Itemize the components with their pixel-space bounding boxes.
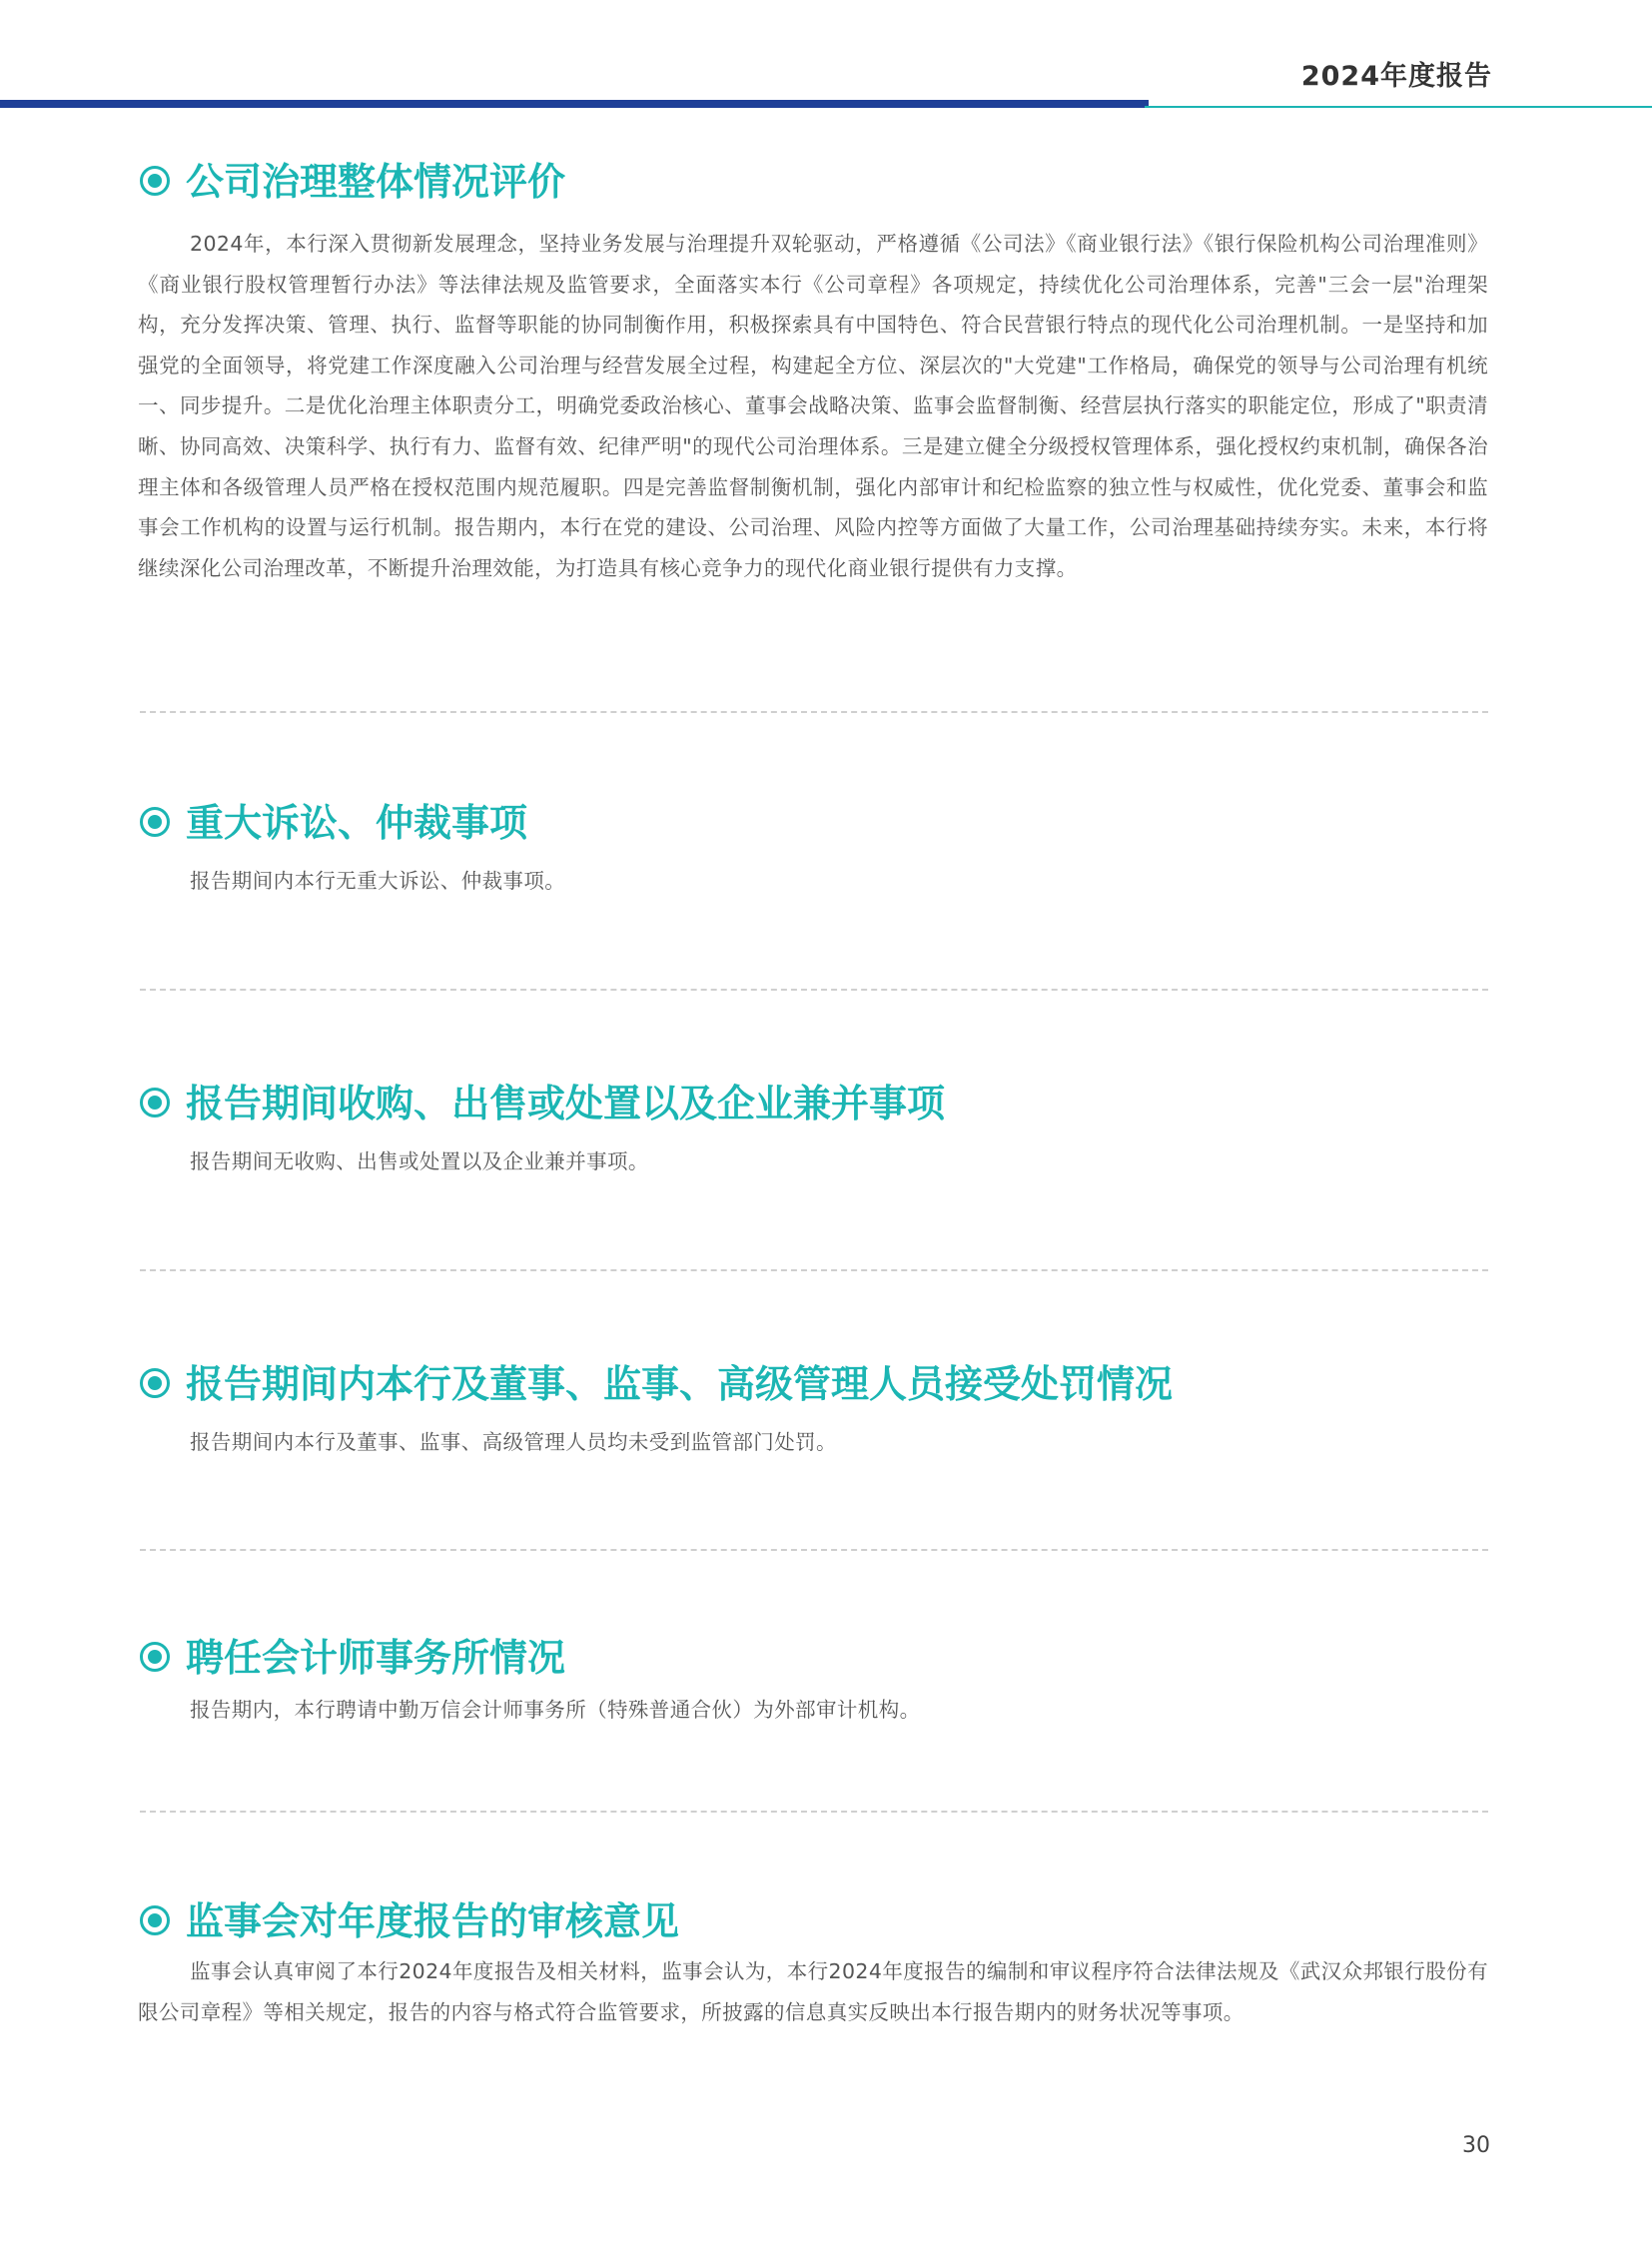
section-title: 重大诉讼、仲裁事项 — [186, 801, 528, 845]
dashed-divider — [140, 1811, 1488, 1813]
section-body: 报告期间无收购、出售或处置以及企业兼并事项。 — [190, 1149, 649, 1173]
section-litigation — [138, 795, 1488, 901]
section-heading — [138, 1630, 1488, 1686]
section-body: 监事会认真审阅了本行2024年度报告及相关材料，监事会认为，本行2024年度报告的编制和审议程序符合法律法规及《武汉众邦银行股份有限公司章程》等相关规定，报告的内容与格式符合监管要求，所披露的信息真实反映出本行报告期内的财务状况等事项。 — [138, 1959, 1488, 2024]
page-number: 30 — [1462, 2133, 1490, 2158]
section-title: 报告期间内本行及董事、监事、高级管理人员接受处罚情况 — [186, 1362, 1174, 1406]
dashed-divider — [140, 711, 1488, 713]
section-auditor — [138, 1630, 1488, 1730]
bullet-circle-icon — [140, 1642, 170, 1672]
section-body: 报告期内，本行聘请中勤万信会计师事务所（特殊普通合伙）为外部审计机构。 — [190, 1698, 921, 1722]
section-heading — [138, 1076, 1488, 1131]
section-body: 报告期间内本行无重大诉讼、仲裁事项。 — [190, 869, 566, 893]
section-title: 监事会对年度报告的审核意见 — [186, 1899, 680, 1943]
bullet-circle-icon — [140, 1905, 170, 1935]
section-heading — [138, 795, 1488, 851]
header-bar — [0, 100, 1652, 108]
bullet-circle-icon — [140, 166, 170, 196]
section-acquisitions — [138, 1076, 1488, 1181]
section-penalties — [138, 1356, 1488, 1462]
section-heading — [138, 1893, 1488, 1949]
report-title: 2024年度报告 — [1300, 61, 1492, 92]
section-governance-evaluation — [138, 154, 1488, 588]
section-heading — [138, 1356, 1488, 1412]
section-title: 公司治理整体情况评价 — [186, 160, 566, 204]
header-bar-blue — [0, 100, 1149, 108]
section-body: 2024年，本行深入贯彻新发展理念，坚持业务发展与治理提升双轮驱动，严格遵循《公司法》《商业银行法》《银行保险机构公司治理准则》《商业银行股权管理暂行办法》等法律法规及监管要求，全面落实本行《公司章程》各项规定，持续优化公司治理体系，完善"三会一层"治理架构，充分发挥决策、管理、执行、监督等职能的协同制衡作用，积极探索具有中国特色、符合民营银行特点的现代化公司治理机制。一是坚持和加强党的全面领导，将党建工作深度融入公司治理与经营发展全过程，构建起全方位、深层次的"大党建"工作格局，确保党的领导与公司治理有机统一、同步提升。二是优化治理主体职责分工，明确党委政治核心、董事会战略决策、监事会监督制衡、经营层执行落实的职能定位，形成了"职责清晰、协同高效、决策科学、执行有力、监督有效、纪律严明"的现代公司治理体系。三是建立健全分级授权管理体系，强化授权约束机制，确保各治理主体和各级管理人员严格在授权范围内规范履职。四是完善监督制衡机制，强化内部审计和纪检监察的独立性与权威性，优化党委、董事会和监事会工作机构的设置与运行机制。报告期内，本行在党的建设、公司治理、风险内控等方面做了大量工作，公司治理基础持续夯实。未来，本行将继续深化公司治理改革，不断提升治理效能，为打造具有核心竞争力的现代化商业银行提供有力支撑。 — [138, 232, 1488, 580]
section-title: 聘任会计师事务所情况 — [186, 1636, 566, 1680]
bullet-circle-icon — [140, 1088, 170, 1118]
bullet-circle-icon — [140, 1368, 170, 1398]
bullet-circle-icon — [140, 807, 170, 837]
dashed-divider — [140, 989, 1488, 991]
header-bar-teal — [1145, 106, 1652, 108]
section-body: 报告期间内本行及董事、监事、高级管理人员均未受到监管部门处罚。 — [190, 1430, 837, 1454]
dashed-divider — [140, 1549, 1488, 1551]
dashed-divider — [140, 1269, 1488, 1271]
section-supervisory-opinion — [138, 1893, 1488, 2032]
section-title: 报告期间收购、出售或处置以及企业兼并事项 — [186, 1082, 946, 1125]
section-heading — [138, 154, 1488, 210]
